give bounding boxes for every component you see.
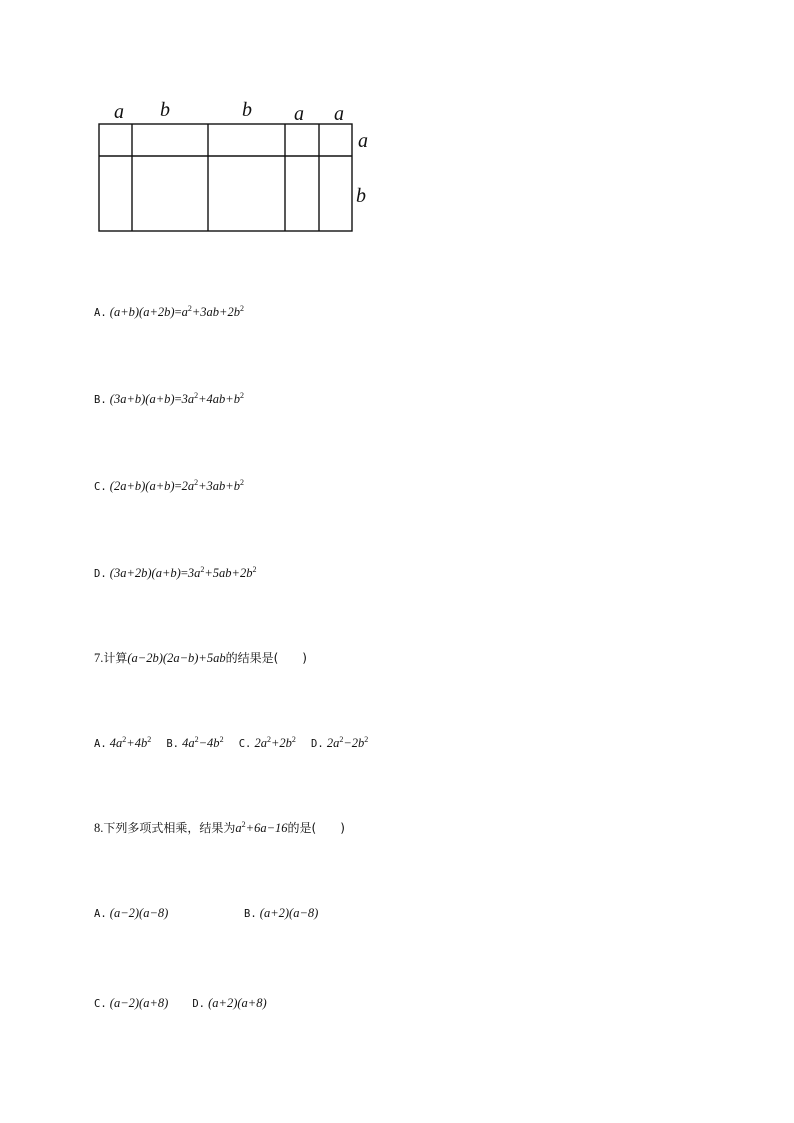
figure-svg [96,96,386,236]
rectangle-partition-figure [96,96,386,236]
top-label-5: a [334,103,344,125]
q8-option-a[interactable]: A. (a−2)(a−8) [94,906,169,920]
q7-option-d[interactable]: D. $2a^2-2b^2$ [311,735,369,750]
q8-options-row-2 [94,994,267,1013]
top-label-2: b [160,99,170,121]
top-label-1: a [114,101,124,123]
q8-option-c[interactable]: C. (a−2)(a+8) [94,996,169,1010]
side-label-1: a [358,130,368,152]
top-label-3: b [242,99,252,121]
side-label-2: b [356,185,366,207]
q6-option-a[interactable]: A. $(a+b)(a+2b)=a^2+3ab+2b^2$ [94,304,244,319]
q6-option-d[interactable]: D. $(3a+2b)(a+b)=3a^2+5ab+2b^2$ [94,565,257,580]
q7-option-b[interactable]: B. $4a^2-4b^2$ [166,735,224,750]
q8-options-row-1 [94,904,318,923]
q7-option-c[interactable]: C. $2a^2+2b^2$ [238,735,296,750]
q8-option-b[interactable]: B. (a+2)(a−8) [244,906,319,920]
q7-options-row [94,734,368,753]
q6-option-b[interactable]: B. $(3a+b)(a+b)=3a^2+4ab+b^2$ [94,391,244,406]
outer-rectangle [99,124,352,231]
top-label-4: a [294,103,304,125]
q6-option-c[interactable]: C. $(2a+b)(a+b)=2a^2+3ab+b^2$ [94,478,244,493]
q7-option-a[interactable]: A. $4a^2+4b^2$ [94,735,152,750]
q8-option-d[interactable]: D. (a+2)(a+8) [192,996,267,1010]
q7-stem: 7.计算(a−2b)(2a−b)+5ab的结果是( ) [94,651,307,665]
q8-stem: 8.下列多项式相乘，结果为$a^2+6a-16$的是( ) [94,820,345,835]
